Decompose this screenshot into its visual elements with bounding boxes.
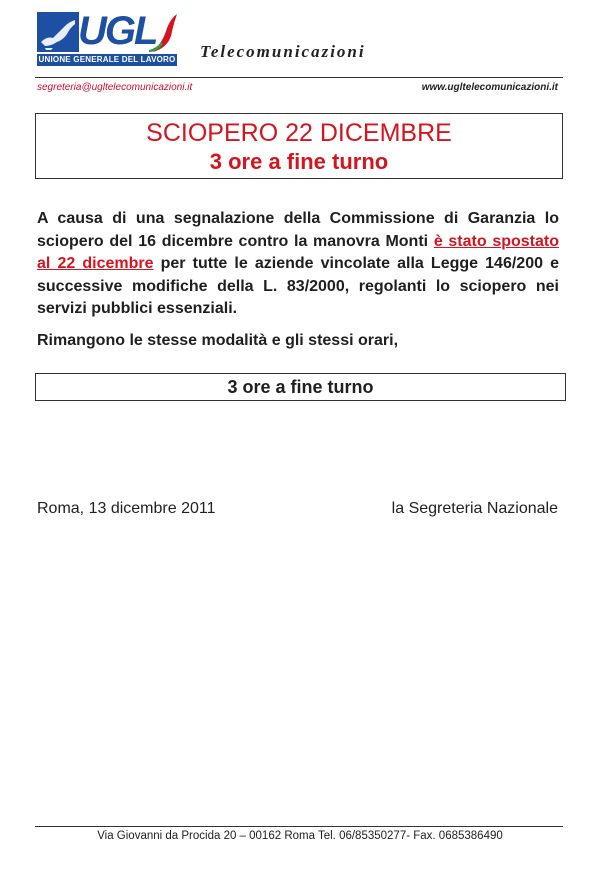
hours-box: 3 ore a fine turno bbox=[35, 373, 566, 401]
highlighted-date-change: è stato spostato al 22 dicembre bbox=[37, 232, 560, 272]
page-title: SCIOPERO 22 DICEMBRE bbox=[146, 119, 452, 147]
modalities-paragraph: Rimangono le stesse modalità e gli stessi orari, bbox=[37, 332, 399, 349]
paragraph-text-end: per tutte le aziende vincolate alla Legge 146/200 e successive modifiche della L. 83/2000, regolanti lo sciopero nei servizi pubblici essenziali. bbox=[37, 255, 560, 317]
website-link[interactable]: www.ugltelecomunicazioni.it bbox=[421, 82, 558, 93]
paragraph-text-start: A causa di una segnalazione della Commissione di Garanzia lo sciopero del 16 dicembre contro la manovra Monti bbox=[37, 210, 559, 250]
footer-address: Via Giovanni da Procida 20 – 00162 Roma Tel. 06/85350277- Fax. 0685386490 bbox=[97, 830, 503, 842]
ugl-logo bbox=[37, 9, 177, 66]
logo-caption: UNIONE GENERALE DEL LAVORO bbox=[38, 55, 176, 64]
announcement-paragraph bbox=[37, 208, 559, 321]
title-box bbox=[35, 113, 563, 179]
logo-swoosh-icon bbox=[149, 12, 179, 54]
page-subtitle: 3 ore a fine turno bbox=[209, 149, 389, 174]
footer-divider bbox=[35, 826, 563, 827]
signature: la Segreteria Nazionale bbox=[391, 500, 558, 517]
logo-wordmark: UGL bbox=[78, 9, 157, 53]
place-and-date: Roma, 13 dicembre 2011 bbox=[37, 500, 216, 517]
email-link[interactable]: segreteria@ugltelecomunicazioni.it bbox=[37, 82, 193, 93]
organization-name: Telecomunicazioni bbox=[200, 42, 366, 61]
italy-map-icon bbox=[37, 12, 79, 52]
header-divider bbox=[35, 77, 563, 78]
